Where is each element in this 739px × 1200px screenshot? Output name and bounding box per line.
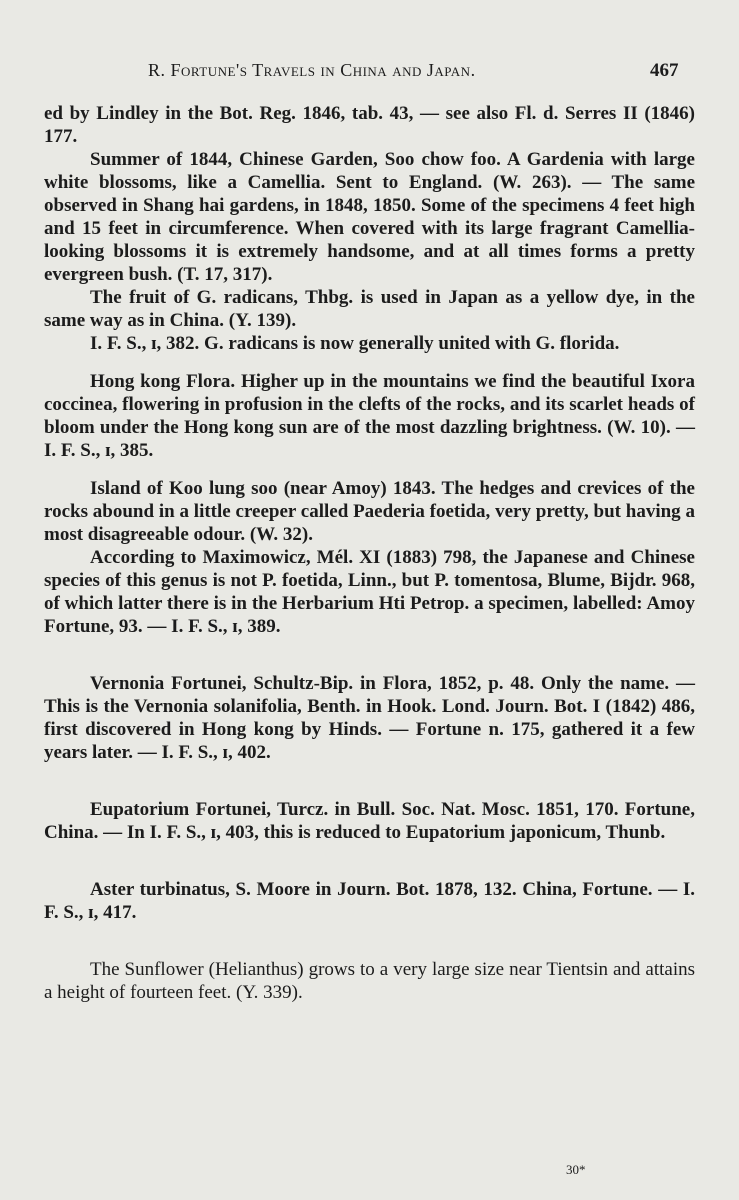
paragraph-hong-kong-flora: Hong kong Flora. Higher up in the mountains we find the beautiful Ixora coccinea, flowering in profusion in the clefts of the rocks, and its scarlet heads of bloom under the Hong kong sun are of the most dazzling brightness. (W. 10). — I. F. S., ɪ, 385. xyxy=(44,371,695,461)
running-title: R. Fortune's Travels in China and Japan. xyxy=(148,60,476,80)
paragraph-maximowicz: According to Maximowicz, Mél. XI (1883) 798, the Japanese and Chinese species of this genus is not P. foetida, Linn., but P. tomentosa, Blume, Bijdr. 968, of which latter there is in the Herbarium Hti Petrop. a specimen, labelled: Amoy Fortune, 93. — I. F. S., ɪ, 389. xyxy=(44,547,695,637)
paragraph-koo-lung-soo: Island of Koo lung soo (near Amoy) 1843. The hedges and crevices of the rocks abound in a little creeper called Paederia foetida, very pretty, but having a most disagreeable odour. (W. 32). xyxy=(44,478,695,545)
paragraph-summer-1844: Summer of 1844, Chinese Garden, Soo chow foo. A Gardenia with large white blossoms, like a Camellia. Sent to England. (W. 263). — The same observed in Shang hai gardens, in 1848, 1850. Some of the specimens 4 feet high and 15 feet in circumference. When covered with its large fragrant Camellia-looking blossoms it is extremely handsome, and at all times forms a pretty evergreen bush. (T. 17, 317). xyxy=(44,149,695,285)
paragraph-gardenia-reference: ed by Lindley in the Bot. Reg. 1846, tab. 43, — see also Fl. d. Serres II (1846) 177. xyxy=(44,103,695,147)
paragraph-radicans-dye: The fruit of G. radicans, Thbg. is used in Japan as a yellow dye, in the same way as in China. (Y. 139). xyxy=(44,287,695,331)
page-number: 467 xyxy=(650,60,679,81)
page-header xyxy=(0,60,739,90)
page-body xyxy=(44,102,695,1004)
signature-mark: 30* xyxy=(566,1162,586,1177)
paragraph-sunflower: The Sunflower (Helianthus) grows to a very large size near Tientsin and attains a height of fourteen feet. (Y. 339). xyxy=(44,959,695,1003)
paragraph-eupatorium: Eupatorium Fortunei, Turcz. in Bull. Soc. Nat. Mosc. 1851, 170. Fortune, China. — In I. F. S., ɪ, 403, this is reduced to Eupatorium japonicum, Thunb. xyxy=(44,799,695,843)
paragraph-vernonia: Vernonia Fortunei, Schultz-Bip. in Flora, 1852, p. 48. Only the name. — This is the Vernonia solanifolia, Benth. in Hook. Lond. Journ. Bot. I (1842) 486, first discovered in Hong kong by Hinds. — Fortune n. 175, gathered it a few years later. — I. F. S., ɪ, 402. xyxy=(44,673,695,763)
paragraph-aster: Aster turbinatus, S. Moore in Journ. Bot. 1878, 132. China, Fortune. — I. F. S., ɪ, 417. xyxy=(44,879,695,923)
paragraph-radicans-florida: I. F. S., ɪ, 382. G. radicans is now generally united with G. florida. xyxy=(90,333,620,354)
